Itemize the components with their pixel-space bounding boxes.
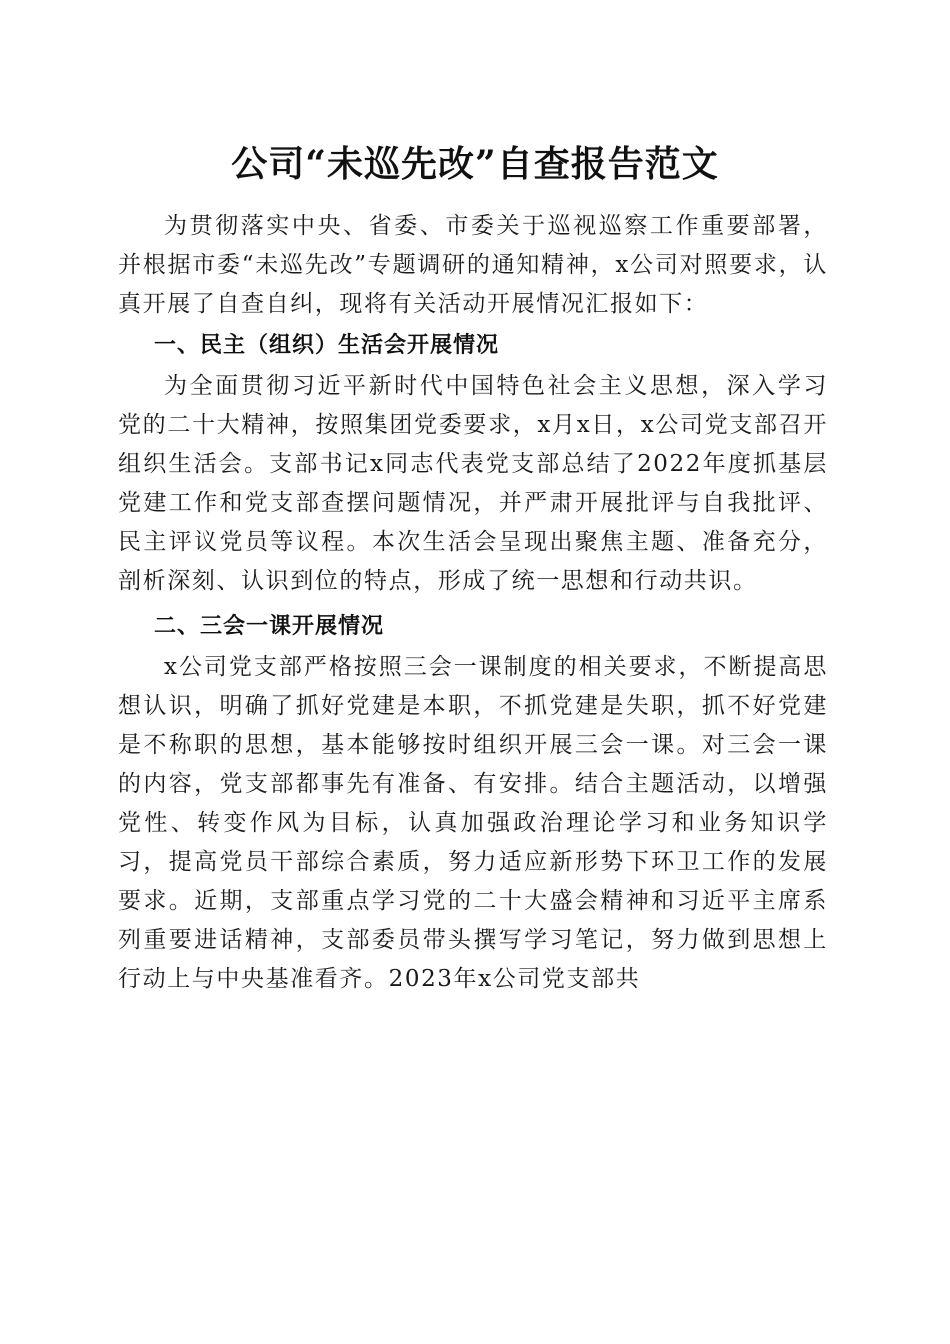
- section-paragraph-2: x公司党支部严格按照三会一课制度的相关要求，不断提高思想认识，明确了抓好党建是本职，不抓党建是失职，抓不好党建是不称职的思想，基本能够按时组织开展三会一课。对三会一课的内容，党支部都事先有准备、有安排。结合主题活动，以增强党性、转变作风为目标，认真加强政治理论学习和业务知识学习，提高党员干部综合素质，努力适应新形势下环卫工作的发展要求。近期，支部重点学习党的二十大盛会精神和习近平主席系列重要进话精神，支部委员带头撰写学习笔记，努力做到思想上行动上与中央基准看齐。2023年x公司党支部共: [118, 654, 828, 992]
- document-body: [118, 207, 828, 999]
- intro-paragraph: 为贯彻落实中央、省委、市委关于巡视巡察工作重要部署，并根据市委“未巡先改”专题调研的通知精神，x公司对照要求，认真开展了自查自纠，现将有关活动开展情况汇报如下：: [118, 213, 828, 317]
- page-title: 公司“未巡先改”自查报告范文: [231, 143, 719, 185]
- section-heading-2: 二、三会一课开展情况: [154, 614, 385, 639]
- section-paragraph-1: 为全面贯彻习近平新时代中国特色社会主义思想，深入学习党的二十大精神，按照集团党委要求，x月x日，x公司党支部召开组织生活会。支部书记x同志代表党支部总结了2022年度抓基层党建工作和党支部查摆问题情况，并严肃开展批评与自我批评、民主评议党员等议程。本次生活会呈现出聚焦主题、准备充分，剖析深刻、认识到位的特点，形成了统一思想和行动共识。: [118, 373, 828, 594]
- section-heading-1: 一、民主（组织）生活会开展情况: [154, 333, 500, 358]
